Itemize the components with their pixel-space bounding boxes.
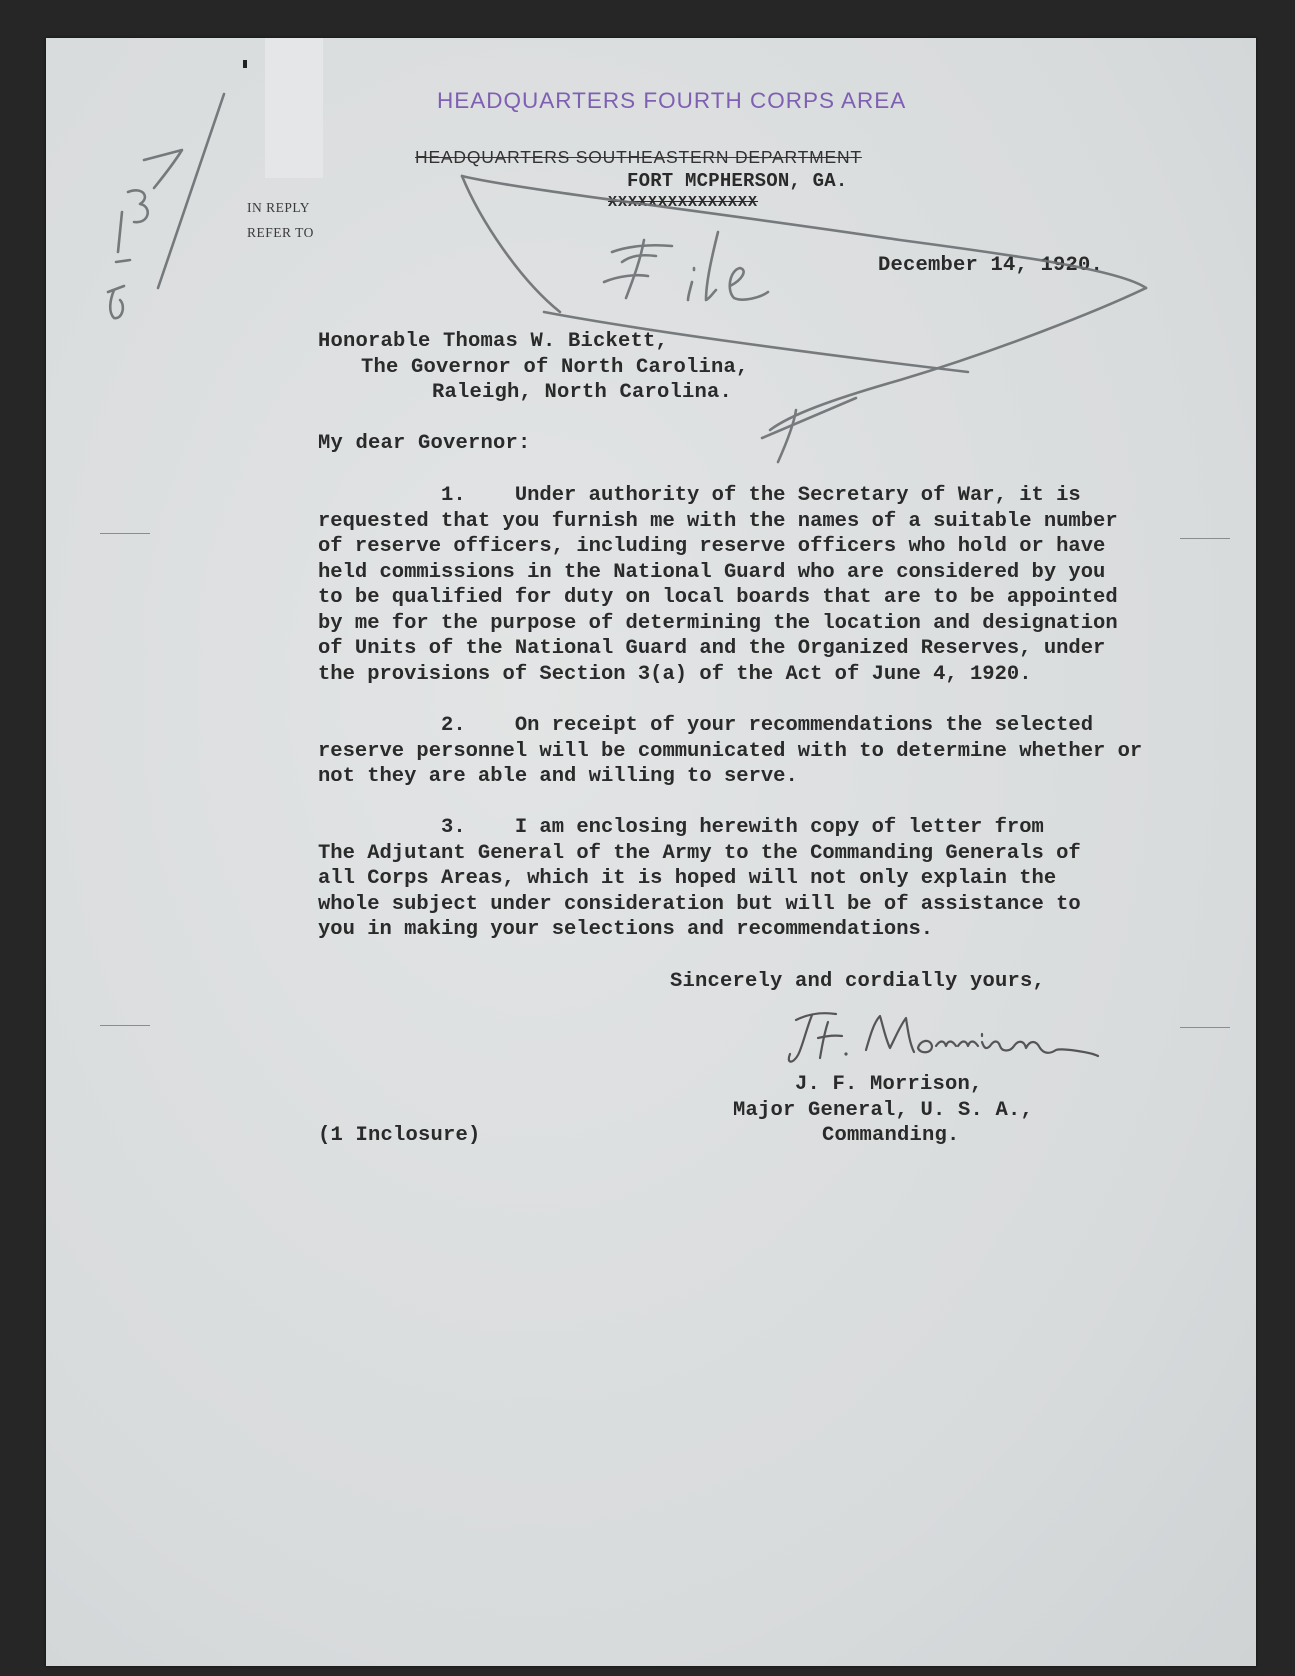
enclosure-note: (1 Inclosure) bbox=[318, 1124, 481, 1147]
recipient-name: Honorable Thomas W. Bickett, bbox=[318, 330, 669, 353]
letterhead-struck-location: XXXXXXXXXXXXXXX bbox=[608, 194, 759, 211]
closing: Sincerely and cordially yours, bbox=[670, 970, 1046, 993]
paragraph-line: 3. I am enclosing herewith copy of letter from bbox=[318, 816, 1044, 839]
letterhead-struck-department: HEADQUARTERS SOUTHEASTERN DEPARTMENT bbox=[415, 147, 862, 167]
signer-title: Major General, U. S. A., bbox=[733, 1099, 1034, 1122]
letterhead-location: FORT MCPHERSON, GA. bbox=[627, 170, 848, 192]
paragraph-line: of reserve officers, including reserve officers who hold or have bbox=[318, 535, 1106, 558]
paragraph-line: reserve personnel will be communicated with to determine whether or bbox=[318, 739, 1143, 763]
paragraph-line: you in making your selections and recommendations. bbox=[318, 918, 934, 941]
paragraph-line: to be qualified for duty on local boards that are to be appointed bbox=[318, 586, 1118, 609]
paragraph-line: all Corps Areas, which it is hoped will not only explain the bbox=[318, 867, 1057, 890]
paragraph-line: by me for the purpose of determining the location and designation bbox=[318, 611, 1118, 635]
paragraph-line: held commissions in the National Guard who are considered by you bbox=[318, 560, 1106, 584]
letterhead-title: HEADQUARTERS FOURTH CORPS AREA bbox=[437, 88, 907, 113]
recipient-title: The Governor of North Carolina, bbox=[361, 356, 749, 379]
signer-name: J. F. Morrison, bbox=[795, 1073, 983, 1096]
reply-label-line2: REFER TO bbox=[247, 225, 314, 240]
salutation: My dear Governor: bbox=[318, 432, 531, 455]
paragraph-line: requested that you furnish me with the names of a suitable number bbox=[318, 509, 1118, 533]
recipient-address: Raleigh, North Carolina. bbox=[432, 381, 733, 404]
paragraph-line: The Adjutant General of the Army to the Commanding Generals of bbox=[318, 841, 1081, 865]
paragraph-line: the provisions of Section 3(a) of the Act of June 4, 1920. bbox=[318, 662, 1032, 686]
letter-date: December 14, 1920. bbox=[878, 254, 1104, 277]
paragraph-line: not they are able and willing to serve. bbox=[318, 765, 798, 788]
paragraph-line: 1. Under authority of the Secretary of War, it is bbox=[318, 484, 1081, 507]
signer-role: Commanding. bbox=[822, 1124, 960, 1147]
paragraph-line: 2. On receipt of your recommendations the selected bbox=[318, 714, 1094, 737]
paragraph-line: whole subject under consideration but will be of assistance to bbox=[318, 892, 1081, 916]
paragraph-line: of Units of the National Guard and the Organized Reserves, under bbox=[318, 637, 1106, 660]
reply-label-line1: IN REPLY bbox=[247, 200, 311, 215]
